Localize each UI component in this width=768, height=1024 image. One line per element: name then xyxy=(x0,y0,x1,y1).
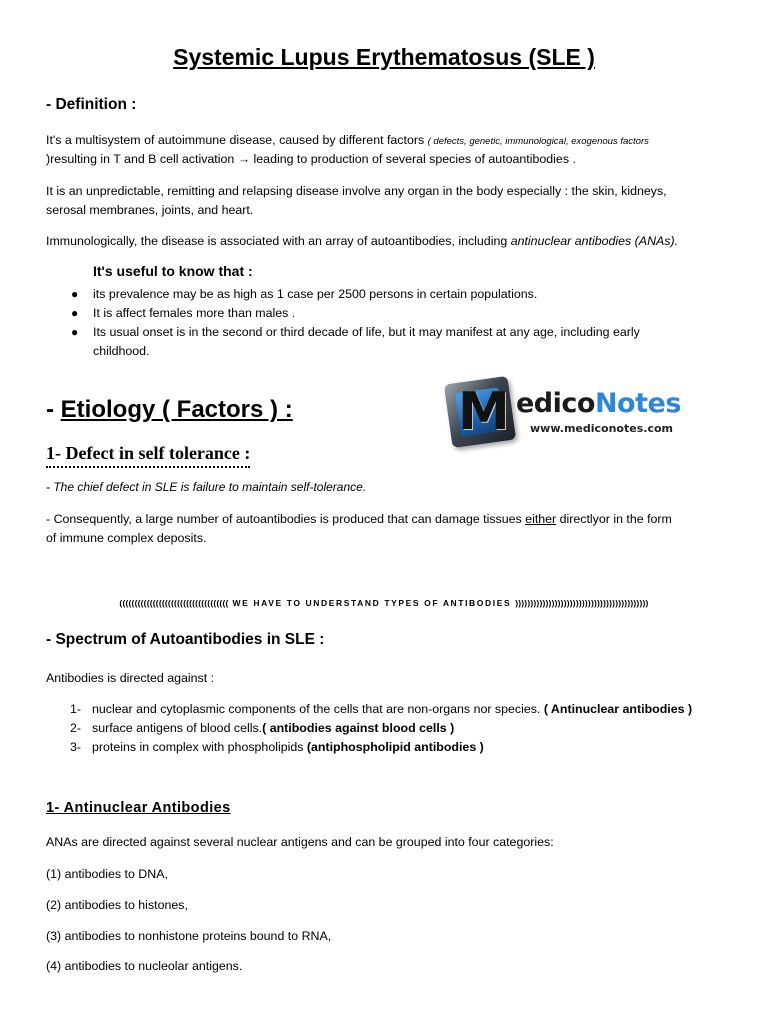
antibody-types-banner xyxy=(0,598,768,608)
definition-paragraph-2-line-1: It is an unpredictable, remitting and relapsing disease involve any organ in the body especially : the skin, kidneys, xyxy=(46,184,667,198)
mediconotes-logo xyxy=(444,374,704,450)
consequence-line-1 xyxy=(46,510,672,529)
item-number: 1- xyxy=(70,702,82,716)
definition-text: It's a multisystem of autoimmune disease, caused by different factors xyxy=(46,133,428,147)
banner-left: (((((((((((((((((((((((((((((((((((( xyxy=(119,598,229,608)
etiology-title: Etiology ( Factors ) : xyxy=(60,396,293,423)
page-title: Systemic Lupus Erythematosus (SLE ) xyxy=(173,44,595,70)
list-item xyxy=(70,700,692,719)
etiology-heading xyxy=(46,396,293,424)
defect-heading: 1- Defect in self tolerance : xyxy=(46,443,250,468)
etiology-dash: - xyxy=(46,396,61,423)
bullet-icon: ● xyxy=(71,306,79,320)
chief-defect-text: - The chief defect in SLE is failure to maintain self-tolerance. xyxy=(46,480,367,494)
consequence-either: either xyxy=(525,512,557,526)
consequence-line-2: of immune complex deposits. xyxy=(46,531,207,545)
useful-list xyxy=(71,285,713,361)
list-item xyxy=(71,285,713,304)
list-item-text: It is affect females more than males . xyxy=(93,306,296,320)
ana-intro: ANAs are directed against several nuclear antigens and can be grouped into four categories: xyxy=(46,835,554,849)
ana-heading: 1- Antinuclear Antibodies xyxy=(46,800,231,816)
ana-term: antinuclear antibodies (ANAs). xyxy=(510,234,679,248)
list-item xyxy=(71,323,683,361)
ana-category: (4) antibodies to nucleolar antigens. xyxy=(46,959,243,973)
item-text: surface antigens of blood cells. xyxy=(92,721,263,735)
list-item xyxy=(70,719,692,738)
list-item xyxy=(70,738,692,757)
item-text: proteins in complex with phospholipids xyxy=(92,740,307,754)
definition-paragraph-1-line-2: )resulting in T and B cell activation → leading to production of several species of autoantibodies . xyxy=(46,152,576,166)
list-item xyxy=(71,304,713,323)
item-number: 2- xyxy=(70,721,82,735)
item-number: 3- xyxy=(70,740,82,754)
item-bold: (antiphospholipid antibodies ) xyxy=(306,740,484,754)
definition-paragraph-3 xyxy=(46,232,678,251)
spectrum-heading: - Spectrum of Autoantibodies in SLE : xyxy=(46,631,325,648)
banner-right: )))))))))))))))))))))))))))))))))))))))))))) xyxy=(515,598,649,608)
list-item-text: its prevalence may be as high as 1 case per 2500 persons in certain populations. xyxy=(93,287,538,301)
logo-notes: Notes xyxy=(594,388,681,419)
definition-paragraph-2-line-2: serosal membranes, joints, and heart. xyxy=(46,203,254,217)
definition-immunology-text: Immunologically, the disease is associated with an array of autoantibodies, including xyxy=(46,234,511,248)
spectrum-list xyxy=(70,700,692,757)
item-bold: ( Antinuclear antibodies ) xyxy=(543,702,693,716)
ana-category: (3) antibodies to nonhistone proteins bound to RNA, xyxy=(46,929,332,943)
logo-wordmark xyxy=(516,388,681,419)
consequence-text: - Consequently, a large number of autoantibodies is produced that can damage tissues xyxy=(46,512,526,526)
bullet-icon: ● xyxy=(71,325,79,339)
spectrum-intro: Antibodies is directed against : xyxy=(46,671,215,685)
logo-medico: edico xyxy=(516,388,595,419)
item-bold: ( antibodies against blood cells ) xyxy=(262,721,455,735)
bullet-icon: ● xyxy=(71,287,79,301)
logo-letter: M xyxy=(458,382,510,442)
useful-heading: It's useful to know that : xyxy=(93,263,253,279)
list-item-text: Its usual onset is in the second or third decade of life, but it may manifest at any age, including early childhood. xyxy=(93,325,640,358)
consequence-text-end: directlyor in the form xyxy=(556,512,672,526)
definition-heading: - Definition : xyxy=(46,96,137,113)
definition-paragraph-1-line-1 xyxy=(46,131,649,151)
definition-factors: ( defects, genetic, immunological, exogenous factors xyxy=(427,136,649,147)
ana-category: (2) antibodies to histones, xyxy=(46,898,188,912)
item-text: nuclear and cytoplasmic components of the cells that are non-organs nor species. xyxy=(92,702,544,716)
ana-category: (1) antibodies to DNA, xyxy=(46,867,168,881)
banner-text: WE HAVE TO UNDERSTAND TYPES OF ANTIBODIES xyxy=(228,598,516,608)
logo-url: www.mediconotes.com xyxy=(530,422,673,435)
